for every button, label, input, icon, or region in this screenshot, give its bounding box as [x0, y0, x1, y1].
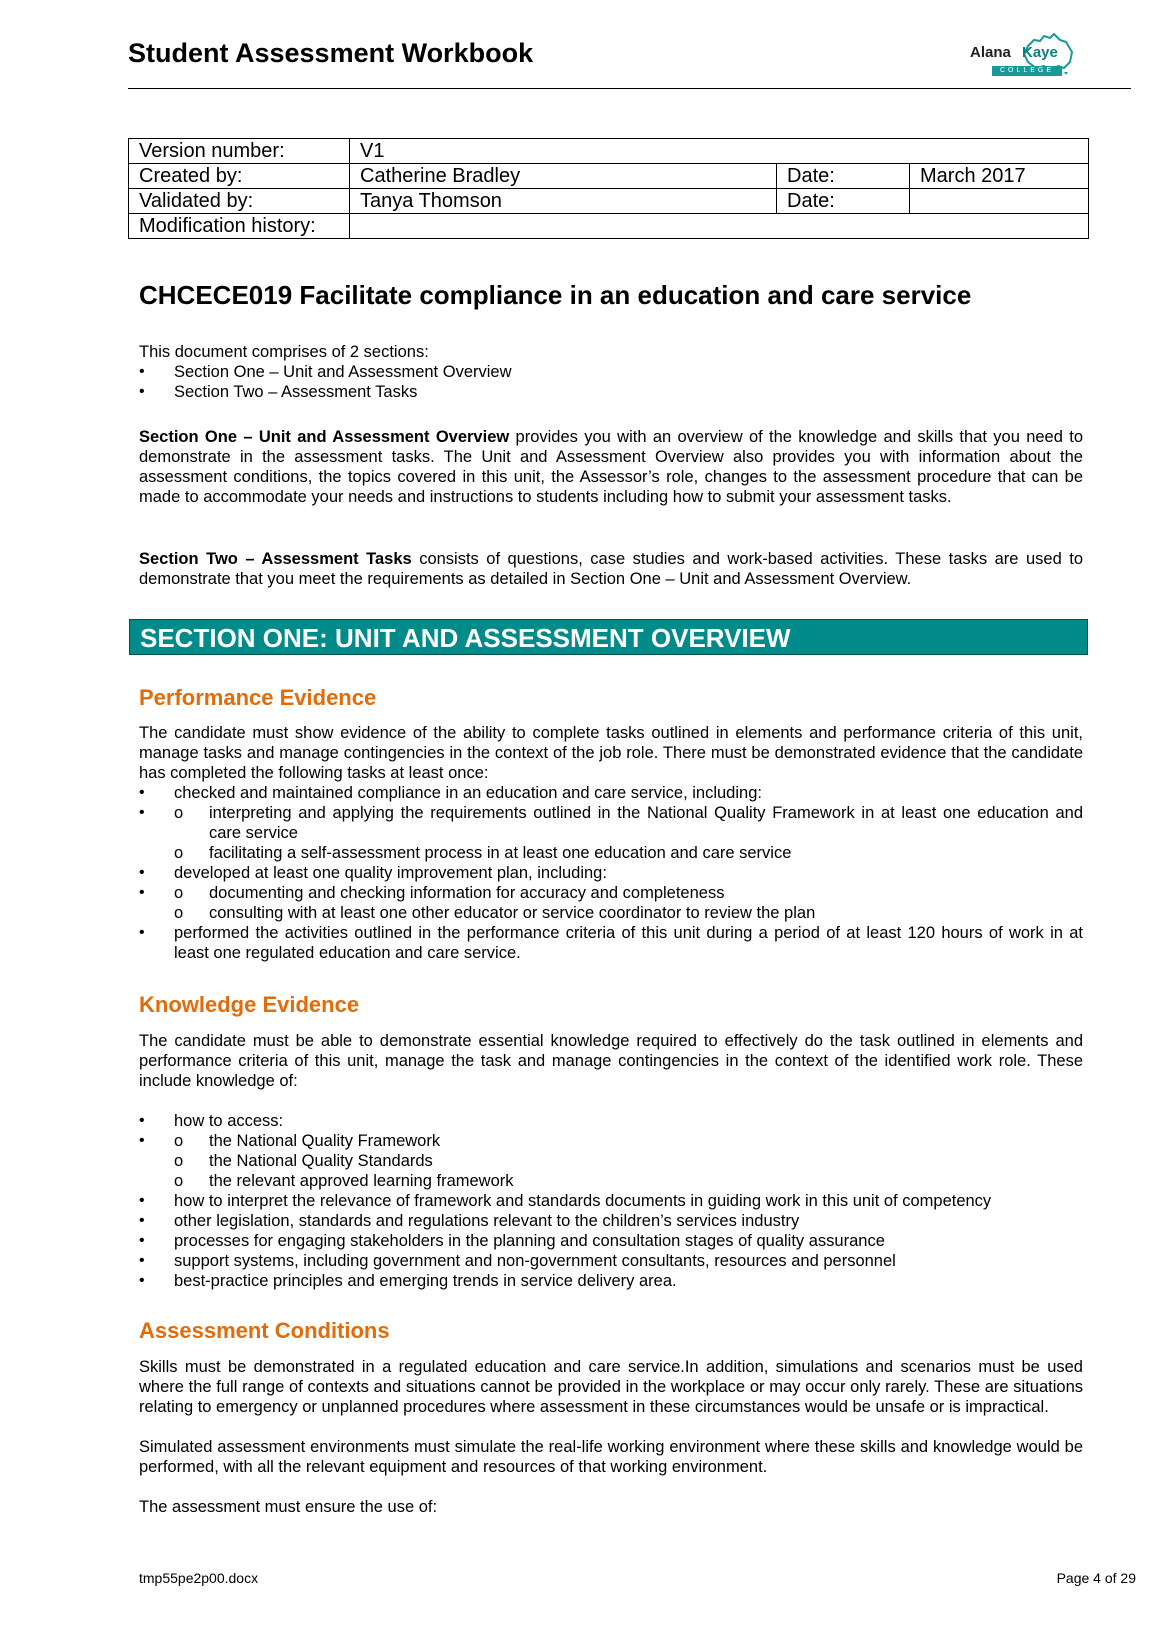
workbook-title: Student Assessment Workbook — [128, 38, 534, 68]
header-divider — [128, 88, 1131, 89]
list-item: • how to access: — [139, 1111, 1083, 1131]
modification-label: Modification history: — [129, 214, 350, 239]
table-row — [129, 164, 1089, 189]
conditions-paragraph-2: Simulated assessment environments must simulate the real-life working environment where these skills and knowledge would be performed, with all the relevant equipment and resources of that working environment. — [139, 1438, 1083, 1476]
logo-text-college: COLLEGE — [992, 66, 1062, 76]
footer-page-number: Page 4 of 29 — [1056, 1570, 1136, 1586]
knowledge-list — [139, 1111, 1083, 1291]
sections-list — [139, 362, 1083, 402]
validated-date-label: Date: — [777, 189, 910, 214]
list-item: • developed at least one quality improvement plan, including: — [139, 863, 1083, 883]
intro-block — [139, 342, 1083, 402]
created-label: Created by: — [129, 164, 350, 189]
section-one-bold: Section One – Unit and Assessment Overview — [139, 428, 510, 446]
list-item-sublist — [139, 803, 1083, 863]
knowledge-evidence-heading: Knowledge Evidence — [139, 992, 360, 1017]
validated-value: Tanya Thomson — [350, 189, 777, 214]
performance-list — [139, 783, 1083, 963]
list-item-sublist — [139, 1131, 1083, 1191]
created-value: Catherine Bradley — [350, 164, 777, 189]
list-item: • performed the activities outlined in the performance criteria of this unit during a period of at least 120 hours of work in at least one regulated education and care service. — [139, 923, 1083, 963]
created-date-value: March 2017 — [910, 164, 1089, 189]
conditions-paragraph-1: Skills must be demonstrated in a regulated education and care service.In addition, simulations and scenarios must be used where the full range of contexts and situations cannot be provided in the workplace or may occur only rarely. These are situations relating to emergency or unplanned procedures where assessment in these circumstances would be unsafe or is impractical. — [139, 1358, 1083, 1416]
footer-filename: tmp55pe2p00.docx — [139, 1570, 259, 1586]
list-item: o • interpreting and applying the requirements outlined in the National Quality Framework in at least one education and care service — [139, 803, 1083, 843]
list-item: • other legislation, standards and regulations relevant to the children’s services industry — [139, 1211, 1083, 1231]
version-value: V1 — [350, 139, 1089, 164]
performance-evidence-body — [139, 723, 1083, 963]
knowledge-evidence-body — [139, 1031, 1083, 1291]
performance-evidence-heading: Performance Evidence — [139, 685, 377, 710]
conditions-paragraph-3: The assessment must ensure the use of: — [139, 1498, 438, 1516]
list-item: • checked and maintained compliance in an education and care service, including: — [139, 783, 1083, 803]
list-item: • Section One – Unit and Assessment Overview — [139, 362, 1083, 382]
table-row — [129, 189, 1089, 214]
modification-value — [350, 214, 1089, 239]
list-item: o • the National Quality Framework — [139, 1131, 1083, 1151]
list-item: • support systems, including government and non-government consultants, resources and personnel — [139, 1251, 1083, 1271]
section-one-description — [139, 427, 1083, 507]
list-item: o consulting with at least one other educator or service coordinator to review the plan — [139, 903, 1083, 923]
logo-text-kaye: Kaye — [1022, 44, 1058, 61]
assessment-conditions-body — [139, 1357, 1083, 1517]
list-item: o the National Quality Standards — [139, 1151, 1083, 1171]
intro-text: This document comprises of 2 sections: — [139, 343, 429, 361]
version-label: Version number: — [129, 139, 350, 164]
list-item: o • documenting and checking information for accuracy and completeness — [139, 883, 1083, 903]
section-one-text: provides you with an overview of the knowledge and skills that you need to demonstrate in the assessment tasks. The Unit and Assessment Overview also provides you with information about the assessment conditions, the topics covered in this unit, the Assessor’s role, changes to the assessment procedure that can be made to accommodate your needs and instructions to students including how to submit your assessment tasks. — [139, 428, 1083, 506]
section-two-text: consists of questions, case studies and work-based activities. These tasks are used to demonstrate that you meet the requirements as detailed in Section One – Unit and Assessment Overview. — [139, 550, 1084, 588]
knowledge-intro: The candidate must be able to demonstrate essential knowledge required to effectively do the task outlined in elements and performance criteria of this unit, manage the task and manage contingencies in the context of the identified work role. These include knowledge of: — [139, 1032, 1083, 1090]
created-date-label: Date: — [777, 164, 910, 189]
performance-intro: The candidate must show evidence of the ability to complete tasks outlined in elements and performance criteria of this unit, manage tasks and manage contingencies in the context of the job role. There must be demonstrated evidence that the candidate has completed the following tasks at least once: — [139, 724, 1083, 782]
list-item-sublist — [139, 883, 1083, 923]
logo-text-alana: Alana — [970, 44, 1011, 61]
table-row — [129, 214, 1089, 239]
section-one-banner: SECTION ONE: UNIT AND ASSESSMENT OVERVIEW — [129, 619, 1088, 655]
validated-label: Validated by: — [129, 189, 350, 214]
validated-date-value — [910, 189, 1089, 214]
list-item: • processes for engaging stakeholders in the planning and consultation stages of quality assurance — [139, 1231, 1083, 1251]
table-row — [129, 139, 1089, 164]
college-logo — [962, 32, 1077, 80]
list-item: • best-practice principles and emerging trends in service delivery area. — [139, 1271, 1083, 1291]
section-two-bold: Section Two – Assessment Tasks — [139, 550, 412, 568]
list-item: • Section Two – Assessment Tasks — [139, 382, 1083, 402]
list-item: • how to interpret the relevance of framework and standards documents in guiding work in this unit of competency — [139, 1191, 1083, 1211]
version-table — [128, 138, 1089, 239]
section-two-description — [139, 549, 1083, 589]
assessment-conditions-heading: Assessment Conditions — [139, 1318, 390, 1343]
unit-title: CHCECE019 Facilitate compliance in an education and care service — [139, 280, 972, 310]
list-item: o the relevant approved learning framework — [139, 1171, 1083, 1191]
list-item: o facilitating a self-assessment process in at least one education and care service — [139, 843, 1083, 863]
